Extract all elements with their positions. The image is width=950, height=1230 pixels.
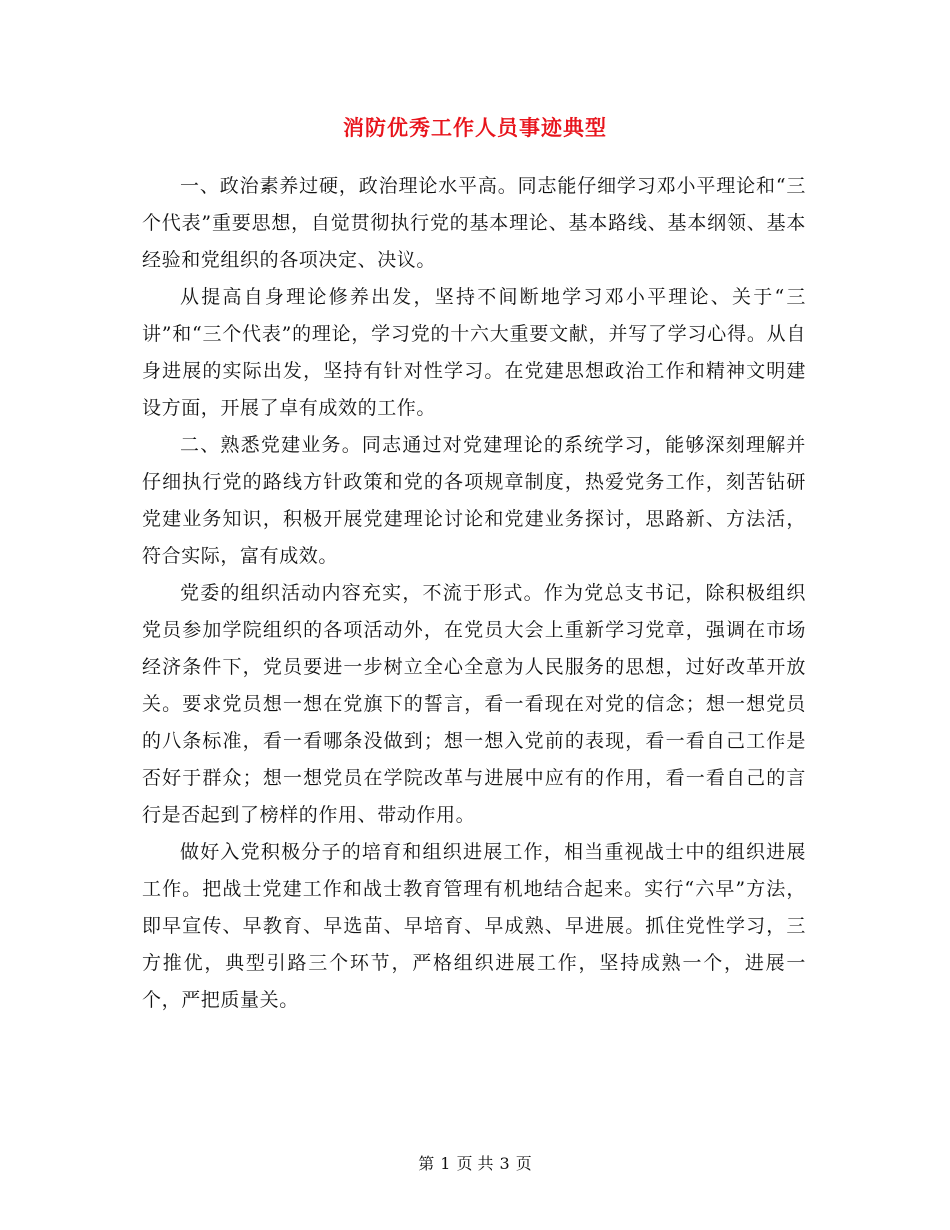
footer-page-number: 1	[440, 1154, 451, 1173]
footer-total-pages: 3	[499, 1154, 510, 1173]
paragraph-3: 二、熟悉党建业务。同志通过对党建理论的系统学习，能够深刻理解并仔细执行党的路线方针政策和党的各项规章制度，热爱党务工作，刻苦钻研党建业务知识，积极开展党建理论讨论和党建业务探讨，思路新、方法活，符合实际，富有成效。	[142, 434, 806, 567]
paragraph-2: 从提高自身理论修养出发，坚持不间断地学习邓小平理论、关于“三讲”和“三个代表”的理论，学习党的十六大重要文献，并写了学习心得。从自身进展的实际出发，坚持有针对性学习。在党建思想政治工作和精神文明建设方面，开展了卓有成效的工作。	[142, 286, 806, 419]
page-footer	[0, 1153, 950, 1175]
paragraph-1: 一、政治素养过硬，政治理论水平高。同志能仔细学习邓小平理论和“三个代表”重要思想，自觉贯彻执行党的基本理论、基本路线、基本纲领、基本经验和党组织的各项决定、决议。	[142, 175, 806, 271]
footer-prefix: 第	[418, 1154, 435, 1173]
paragraph-4: 党委的组织活动内容充实，不流于形式。作为党总支书记，除积极组织党员参加学院组织的各项活动外，在党员大会上重新学习党章，强调在市场经济条件下，党员要进一步树立全心全意为人民服务的思想，过好改革开放关。要求党员想一想在党旗下的誓言，看一看现在对党的信念；想一想党员的八条标准，看一看哪条没做到；想一想入党前的表现，看一看自己工作是否好于群众；想一想党员在学院改革与进展中应有的作用，看一看自己的言行是否起到了榜样的作用、带动作用。	[142, 582, 806, 826]
footer-suffix: 页	[515, 1154, 532, 1173]
footer-middle: 页 共	[456, 1154, 494, 1173]
paragraph-5: 做好入党积极分子的培育和组织进展工作，相当重视战士中的组织进展工作。把战士党建工作和战士教育管理有机地结合起来。实行“六早”方法，即早宣传、早教育、早选苗、早培育、早成熟、早进展。抓住党性学习，三方推优，典型引路三个环节，严格组织进展工作，坚持成熟一个，进展一个，严把质量关。	[142, 841, 806, 1011]
page-title: 消防优秀工作人员事迹典型	[343, 115, 607, 140]
document-body	[142, 168, 806, 1019]
